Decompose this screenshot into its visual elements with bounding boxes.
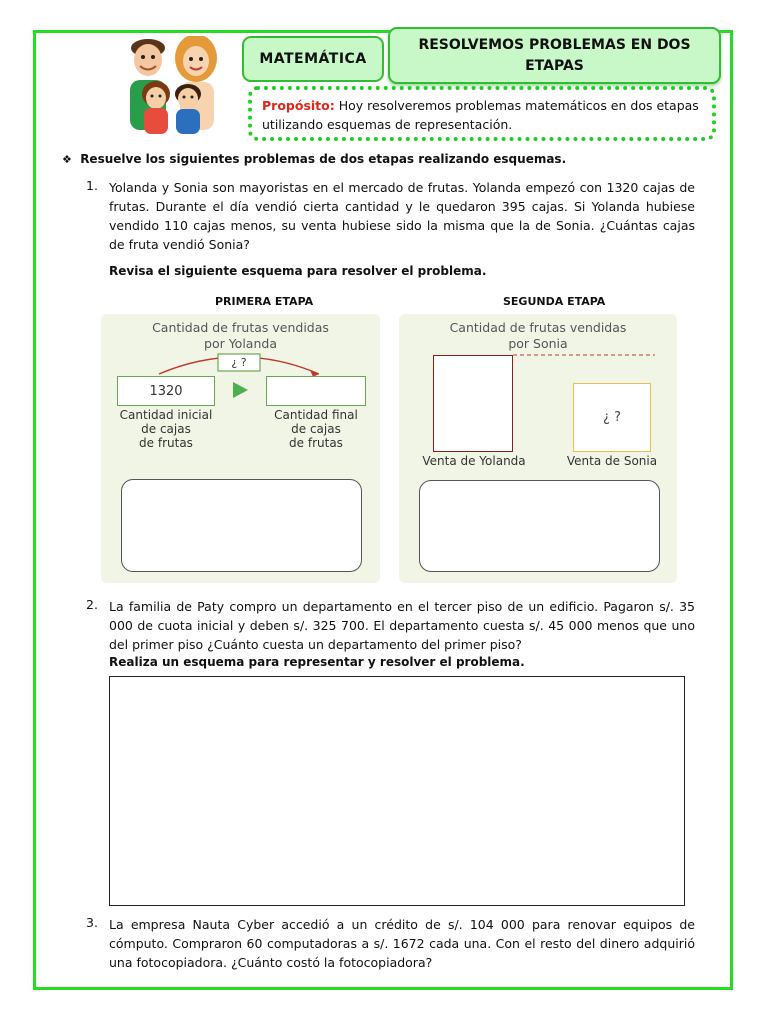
stage-2-panel	[399, 314, 677, 583]
stage-1-panel	[101, 314, 380, 583]
instruction-text: Resuelve los siguientes problemas de dos etapas realizando esquemas.	[80, 152, 567, 166]
subject-label: MATEMÁTICA	[242, 36, 384, 82]
problem-3-text: La empresa Nauta Cyber accedió a un crédito de s/. 104 000 para renovar equipos de cómputo. Compraron 60 computadoras a s/. 1672 cada una. Con el resto del dinero adquirió una fotocopiadora. ¿Cuánto costó la fotocopiadora?	[109, 917, 695, 970]
problem-2-text: La familia de Paty compro un departamento en el tercer piso de un edificio. Pagaron s/. 35 000 de cuota inicial y deben s/. 325 700. El departamento cuesta s/. 45 000 menos que uno del primer piso ¿Cuánto cuesta un departamento del primer piso?	[109, 599, 695, 652]
problem-3-number: 3.	[86, 915, 98, 930]
stage-1-title-line2: por Yolanda	[204, 336, 277, 351]
stage-1-title-line1: Cantidad de frutas vendidas	[152, 320, 329, 335]
final-caption-line3: de frutas	[289, 436, 343, 450]
initial-caption	[107, 408, 225, 450]
stage-1-answer-area[interactable]	[121, 479, 362, 572]
purpose-text: Hoy resolveremos problemas matemáticos en dos etapas utilizando esquemas de representación.	[262, 98, 699, 132]
page-title: RESOLVEMOS PROBLEMAS EN DOS ETAPAS	[388, 27, 721, 84]
purpose-box	[248, 86, 716, 141]
yolanda-sales-bar	[433, 355, 513, 452]
final-amount-box	[266, 376, 366, 406]
purpose-label: Propósito:	[262, 98, 335, 113]
play-arrow-icon	[233, 382, 248, 398]
problem-2-work-area[interactable]	[109, 676, 685, 906]
problem-2-hint: Realiza un esquema para representar y resolver el problema.	[109, 655, 525, 669]
instruction	[62, 152, 722, 166]
stage-2-title-line1: Cantidad de frutas vendidas	[449, 320, 627, 335]
initial-amount-box: 1320	[117, 376, 215, 406]
problem-1-number: 1.	[86, 178, 98, 193]
sonia-caption: Venta de Sonia	[566, 454, 658, 468]
final-caption-line2: de cajas	[291, 422, 341, 436]
family-illustration	[118, 36, 228, 136]
problem-1-hint: Revisa el siguiente esquema para resolver el problema.	[109, 264, 487, 278]
stage-2-title-line2: por Sonia	[508, 336, 568, 351]
sonia-sales-bar: ¿ ?	[573, 383, 651, 452]
final-caption	[257, 408, 375, 450]
stage-1-label: PRIMERA ETAPA	[215, 295, 314, 308]
problem-2-number: 2.	[86, 597, 98, 612]
initial-caption-line2: de cajas	[141, 422, 191, 436]
stage-1-question: ¿ ?	[231, 356, 247, 369]
initial-caption-line3: de frutas	[139, 436, 193, 450]
initial-caption-line1: Cantidad inicial	[119, 408, 213, 422]
stage-2-answer-area[interactable]	[419, 480, 660, 572]
stage-2-label: SEGUNDA ETAPA	[503, 295, 606, 308]
yolanda-caption: Venta de Yolanda	[422, 454, 526, 468]
bullet-diamond-icon: ❖	[62, 153, 72, 166]
problem-1-text: Yolanda y Sonia son mayoristas en el mercado de frutas. Yolanda empezó con 1320 cajas de frutas. Durante el día vendió cierta cantidad y le quedaron 395 cajas. Si Yolanda hubiese vendido 110 cajas menos, su venta hubiese sido la misma que la de Sonia. ¿Cuántas cajas de fruta vendió Sonia?	[109, 180, 695, 252]
final-caption-line1: Cantidad final	[274, 408, 358, 422]
